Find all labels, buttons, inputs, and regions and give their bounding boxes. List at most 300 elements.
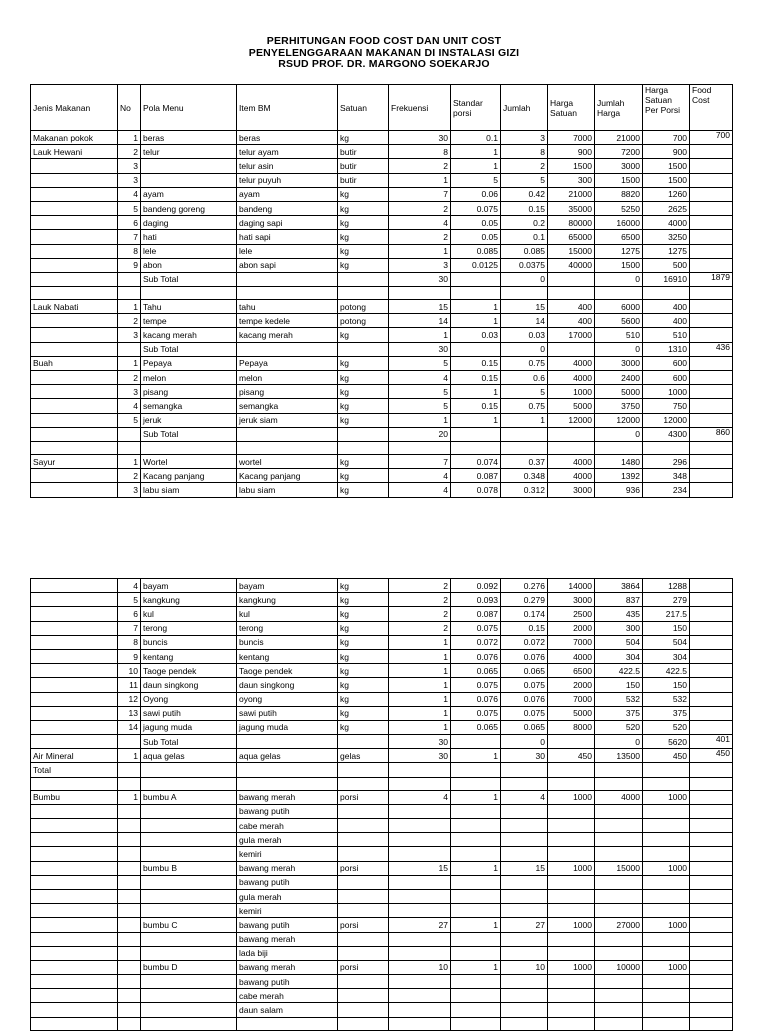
cell-harga-per-porsi xyxy=(643,804,690,818)
cell-food-cost xyxy=(690,763,733,777)
cell-no: 2 xyxy=(118,371,141,385)
cell-jenis-makanan xyxy=(31,875,118,889)
cell-harga-satuan: 17000 xyxy=(548,328,595,342)
cell-pola-menu: daging xyxy=(141,216,237,230)
cell-jumlah-harga: 520 xyxy=(595,720,643,734)
table-row xyxy=(31,187,733,201)
cell-frekuensi xyxy=(389,847,451,861)
cell-jenis-makanan xyxy=(31,692,118,706)
cell-jumlah: 0.276 xyxy=(501,579,548,593)
cell-no: 1 xyxy=(118,356,141,370)
cell-item-bm: jagung muda xyxy=(237,720,338,734)
cell-harga-per-porsi: 217.5 xyxy=(643,607,690,621)
table-row xyxy=(31,664,733,678)
cell-frekuensi: 2 xyxy=(389,159,451,173)
cell-jumlah: 4 xyxy=(501,790,548,804)
table-row xyxy=(31,635,733,649)
cell-food-cost: 401 xyxy=(690,735,733,749)
cell-food-cost xyxy=(690,989,733,1003)
cell-frekuensi xyxy=(389,989,451,1003)
cell-pola-menu: beras xyxy=(141,131,237,145)
cell-harga-satuan: 1000 xyxy=(548,861,595,875)
table-row xyxy=(31,960,733,974)
cell-pola-menu: terong xyxy=(141,621,237,635)
table-row xyxy=(31,763,733,777)
cell-pola-menu: Taoge pendek xyxy=(141,664,237,678)
cell-item-bm: jeruk siam xyxy=(237,413,338,427)
cell-jenis-makanan xyxy=(31,216,118,230)
cell-satuan: kg xyxy=(338,579,389,593)
cell-frekuensi: 1 xyxy=(389,244,451,258)
table-row xyxy=(31,441,733,454)
cell-pola-menu: ayam xyxy=(141,187,237,201)
cell-pola-menu: daun singkong xyxy=(141,678,237,692)
cell-jenis-makanan xyxy=(31,385,118,399)
table-row xyxy=(31,1003,733,1017)
cell-no: 10 xyxy=(118,664,141,678)
cell-food-cost xyxy=(690,145,733,159)
cell-standar-porsi xyxy=(451,272,501,286)
cell-jumlah-harga: 0 xyxy=(595,272,643,286)
cell-satuan: porsi xyxy=(338,918,389,932)
cell-satuan: kg xyxy=(338,356,389,370)
table-row xyxy=(31,201,733,215)
table-row xyxy=(31,287,733,300)
cell-no: 3 xyxy=(118,159,141,173)
cell-item-bm: lele xyxy=(237,244,338,258)
cell-food-cost xyxy=(690,399,733,413)
cell-frekuensi: 30 xyxy=(389,342,451,356)
cell-item-bm: telur ayam xyxy=(237,145,338,159)
cell-jumlah-harga: 3864 xyxy=(595,579,643,593)
cell-food-cost xyxy=(690,159,733,173)
cell-harga-satuan: 4000 xyxy=(548,371,595,385)
cell-standar-porsi xyxy=(451,889,501,903)
cell-satuan xyxy=(338,763,389,777)
cell-jenis-makanan xyxy=(31,314,118,328)
cell-frekuensi: 1 xyxy=(389,649,451,663)
cell-item-bm: daging sapi xyxy=(237,216,338,230)
cell-food-cost xyxy=(690,904,733,918)
cell-jumlah-harga: 837 xyxy=(595,593,643,607)
cell-no xyxy=(118,889,141,903)
cell-pola-menu xyxy=(141,159,237,173)
cell-frekuensi xyxy=(389,946,451,960)
cell-jumlah-harga: 1275 xyxy=(595,244,643,258)
cell-jenis-makanan xyxy=(31,635,118,649)
cell-frekuensi: 2 xyxy=(389,607,451,621)
cell-item-bm: daun singkong xyxy=(237,678,338,692)
cell-jumlah-harga xyxy=(595,904,643,918)
cell-jenis-makanan xyxy=(31,1003,118,1017)
cell-jenis-makanan xyxy=(31,989,118,1003)
cell-jumlah-harga: 27000 xyxy=(595,918,643,932)
cell-item-bm xyxy=(237,441,338,454)
cell-pola-menu: Sub Total xyxy=(141,342,237,356)
cell-satuan: kg xyxy=(338,593,389,607)
cell-standar-porsi: 1 xyxy=(451,861,501,875)
cell-satuan: kg xyxy=(338,187,389,201)
cell-satuan xyxy=(338,441,389,454)
cell-harga-per-porsi: 500 xyxy=(643,258,690,272)
cell-item-bm: kentang xyxy=(237,649,338,663)
cell-jumlah: 15 xyxy=(501,861,548,875)
cell-pola-menu xyxy=(141,1003,237,1017)
cell-harga-satuan: 1000 xyxy=(548,790,595,804)
cell-jumlah-harga xyxy=(595,975,643,989)
cell-harga-per-porsi xyxy=(643,833,690,847)
cell-no: 5 xyxy=(118,593,141,607)
cell-jumlah: 0.15 xyxy=(501,201,548,215)
cell-pola-menu: Sub Total xyxy=(141,272,237,286)
cell-satuan: kg xyxy=(338,216,389,230)
table-row xyxy=(31,889,733,903)
cell-no: 1 xyxy=(118,790,141,804)
cell-harga-per-porsi: 4000 xyxy=(643,216,690,230)
cell-no xyxy=(118,735,141,749)
cell-food-cost xyxy=(690,861,733,875)
cell-food-cost xyxy=(690,287,733,300)
cell-harga-per-porsi: 296 xyxy=(643,454,690,468)
cell-pola-menu: bandeng goreng xyxy=(141,201,237,215)
cell-frekuensi: 5 xyxy=(389,399,451,413)
cell-standar-porsi xyxy=(451,287,501,300)
cell-jumlah: 0.279 xyxy=(501,593,548,607)
cell-no xyxy=(118,272,141,286)
cell-item-bm xyxy=(237,777,338,790)
cell-food-cost xyxy=(690,847,733,861)
cell-standar-porsi: 0.06 xyxy=(451,187,501,201)
cell-jumlah: 8 xyxy=(501,145,548,159)
cell-no xyxy=(118,875,141,889)
cell-satuan: kg xyxy=(338,399,389,413)
cell-frekuensi: 2 xyxy=(389,579,451,593)
cell-jumlah xyxy=(501,904,548,918)
cell-jenis-makanan xyxy=(31,173,118,187)
cell-food-cost: 860 xyxy=(690,427,733,441)
food-cost-table-page-1 xyxy=(30,84,733,498)
cell-harga-per-porsi: 422.5 xyxy=(643,664,690,678)
cell-standar-porsi: 0.0125 xyxy=(451,258,501,272)
cell-food-cost xyxy=(690,469,733,483)
cell-jumlah-harga xyxy=(595,763,643,777)
cell-no: 14 xyxy=(118,720,141,734)
cell-food-cost xyxy=(690,356,733,370)
cell-frekuensi xyxy=(389,763,451,777)
cell-frekuensi: 30 xyxy=(389,735,451,749)
cell-frekuensi: 7 xyxy=(389,454,451,468)
cell-frekuensi xyxy=(389,1003,451,1017)
cell-no xyxy=(118,960,141,974)
cell-frekuensi: 7 xyxy=(389,187,451,201)
cell-standar-porsi: 0.074 xyxy=(451,454,501,468)
cell-no: 5 xyxy=(118,201,141,215)
cell-jumlah-harga xyxy=(595,889,643,903)
cell-harga-per-porsi: 150 xyxy=(643,621,690,635)
cell-harga-per-porsi xyxy=(643,904,690,918)
cell-jumlah: 27 xyxy=(501,918,548,932)
cell-frekuensi: 4 xyxy=(389,790,451,804)
cell-pola-menu: kacang merah xyxy=(141,328,237,342)
table-row xyxy=(31,720,733,734)
cell-food-cost xyxy=(690,1003,733,1017)
cell-no: 4 xyxy=(118,579,141,593)
cell-jenis-makanan xyxy=(31,607,118,621)
cell-harga-per-porsi: 504 xyxy=(643,635,690,649)
cell-item-bm: beras xyxy=(237,131,338,145)
cell-harga-satuan xyxy=(548,287,595,300)
table-row xyxy=(31,593,733,607)
table-row xyxy=(31,692,733,706)
cell-no xyxy=(118,833,141,847)
cell-food-cost xyxy=(690,875,733,889)
cell-item-bm: semangka xyxy=(237,399,338,413)
cell-food-cost xyxy=(690,454,733,468)
cell-satuan xyxy=(338,272,389,286)
document-title xyxy=(0,36,768,71)
cell-standar-porsi: 1 xyxy=(451,385,501,399)
cell-item-bm: bawang merah xyxy=(237,861,338,875)
cell-harga-per-porsi: 1000 xyxy=(643,790,690,804)
cell-jumlah-harga: 16000 xyxy=(595,216,643,230)
cell-harga-satuan: 1000 xyxy=(548,960,595,974)
food-cost-table-page-2 xyxy=(30,578,733,1031)
cell-food-cost: 436 xyxy=(690,342,733,356)
cell-jumlah-harga: 422.5 xyxy=(595,664,643,678)
cell-jenis-makanan xyxy=(31,975,118,989)
cell-jumlah xyxy=(501,833,548,847)
cell-jenis-makanan xyxy=(31,946,118,960)
cell-pola-menu: Sub Total xyxy=(141,427,237,441)
cell-pola-menu: kangkung xyxy=(141,593,237,607)
table-row xyxy=(31,145,733,159)
cell-food-cost xyxy=(690,385,733,399)
cell-satuan xyxy=(338,342,389,356)
cell-harga-per-porsi: 348 xyxy=(643,469,690,483)
cell-frekuensi: 2 xyxy=(389,621,451,635)
cell-food-cost xyxy=(690,607,733,621)
cell-harga-satuan xyxy=(548,1003,595,1017)
cell-standar-porsi: 0.093 xyxy=(451,593,501,607)
cell-no xyxy=(118,904,141,918)
cell-harga-satuan xyxy=(548,904,595,918)
cell-satuan xyxy=(338,904,389,918)
cell-satuan: kg xyxy=(338,201,389,215)
cell-harga-satuan xyxy=(548,272,595,286)
cell-frekuensi: 1 xyxy=(389,664,451,678)
cell-jumlah: 0.348 xyxy=(501,469,548,483)
cell-no xyxy=(118,975,141,989)
cell-frekuensi xyxy=(389,889,451,903)
cell-jumlah-harga: 8820 xyxy=(595,187,643,201)
cell-standar-porsi xyxy=(451,342,501,356)
cell-satuan: kg xyxy=(338,621,389,635)
cell-food-cost xyxy=(690,804,733,818)
cell-standar-porsi: 1 xyxy=(451,960,501,974)
table-row xyxy=(31,749,733,763)
cell-jumlah-harga xyxy=(595,847,643,861)
table-row xyxy=(31,272,733,286)
cell-harga-per-porsi: 750 xyxy=(643,399,690,413)
cell-jenis-makanan: Sayur xyxy=(31,454,118,468)
cell-jumlah-harga xyxy=(595,946,643,960)
cell-satuan: porsi xyxy=(338,790,389,804)
cell-jumlah: 0 xyxy=(501,342,548,356)
cell-pola-menu: bumbu B xyxy=(141,861,237,875)
cell-harga-per-porsi: 279 xyxy=(643,593,690,607)
cell-jumlah: 0 xyxy=(501,272,548,286)
cell-food-cost xyxy=(690,579,733,593)
header-jumlah-harga: Jumlah Harga xyxy=(595,85,643,131)
cell-harga-per-porsi: 510 xyxy=(643,328,690,342)
cell-satuan: kg xyxy=(338,371,389,385)
cell-standar-porsi: 5 xyxy=(451,173,501,187)
cell-frekuensi: 5 xyxy=(389,356,451,370)
cell-food-cost xyxy=(690,258,733,272)
cell-no xyxy=(118,441,141,454)
cell-jenis-makanan xyxy=(31,187,118,201)
cell-pola-menu: lele xyxy=(141,244,237,258)
cell-item-bm: labu siam xyxy=(237,483,338,497)
cell-satuan: kg xyxy=(338,635,389,649)
table-row xyxy=(31,649,733,663)
cell-food-cost xyxy=(690,441,733,454)
cell-harga-per-porsi: 700 xyxy=(643,131,690,145)
cell-item-bm: kul xyxy=(237,607,338,621)
table-row xyxy=(31,706,733,720)
cell-jenis-makanan xyxy=(31,342,118,356)
cell-harga-per-porsi: 450 xyxy=(643,749,690,763)
cell-pola-menu: kentang xyxy=(141,649,237,663)
cell-jumlah-harga: 2400 xyxy=(595,371,643,385)
cell-harga-satuan: 35000 xyxy=(548,201,595,215)
cell-harga-per-porsi xyxy=(643,777,690,790)
cell-jumlah: 0.42 xyxy=(501,187,548,201)
cell-food-cost xyxy=(690,664,733,678)
cell-jumlah: 5 xyxy=(501,173,548,187)
cell-food-cost xyxy=(690,833,733,847)
cell-no xyxy=(118,763,141,777)
cell-item-bm: daun salam xyxy=(237,1003,338,1017)
cell-standar-porsi: 0.05 xyxy=(451,216,501,230)
cell-jumlah-harga: 3750 xyxy=(595,399,643,413)
cell-jumlah: 0.0375 xyxy=(501,258,548,272)
cell-satuan: kg xyxy=(338,385,389,399)
cell-standar-porsi: 0.1 xyxy=(451,131,501,145)
title-line-2: PENYELENGGARAAN MAKANAN DI INSTALASI GIZI xyxy=(248,46,520,59)
table-row xyxy=(31,875,733,889)
cell-satuan: kg xyxy=(338,230,389,244)
cell-standar-porsi: 0.092 xyxy=(451,579,501,593)
cell-item-bm: bawang merah xyxy=(237,932,338,946)
cell-harga-satuan: 3000 xyxy=(548,593,595,607)
cell-no: 3 xyxy=(118,173,141,187)
cell-satuan xyxy=(338,946,389,960)
cell-food-cost xyxy=(690,649,733,663)
cell-item-bm: cabe merah xyxy=(237,989,338,1003)
cell-item-bm: tempe kedele xyxy=(237,314,338,328)
cell-food-cost xyxy=(690,918,733,932)
cell-no xyxy=(118,1003,141,1017)
cell-item-bm: ayam xyxy=(237,187,338,201)
cell-item-bm: bawang putih xyxy=(237,975,338,989)
cell-food-cost xyxy=(690,314,733,328)
cell-pola-menu: jagung muda xyxy=(141,720,237,734)
cell-standar-porsi: 1 xyxy=(451,159,501,173)
cell-harga-satuan xyxy=(548,763,595,777)
cell-item-bm: terong xyxy=(237,621,338,635)
cell-jumlah: 2 xyxy=(501,159,548,173)
cell-frekuensi: 4 xyxy=(389,469,451,483)
cell-harga-per-porsi xyxy=(643,1003,690,1017)
cell-pola-menu xyxy=(141,847,237,861)
cell-frekuensi xyxy=(389,777,451,790)
cell-satuan xyxy=(338,875,389,889)
table-row xyxy=(31,173,733,187)
cell-jenis-makanan: Buah xyxy=(31,356,118,370)
cell-frekuensi: 1 xyxy=(389,328,451,342)
cell-satuan: kg xyxy=(338,131,389,145)
table-row xyxy=(31,244,733,258)
cell-no: 13 xyxy=(118,706,141,720)
cell-jumlah: 0.1 xyxy=(501,230,548,244)
cell-jumlah-harga: 1392 xyxy=(595,469,643,483)
cell-harga-per-porsi: 1500 xyxy=(643,159,690,173)
cell-harga-satuan: 450 xyxy=(548,749,595,763)
cell-pola-menu: Sub Total xyxy=(141,735,237,749)
cell-jenis-makanan: Total xyxy=(31,763,118,777)
cell-no xyxy=(118,819,141,833)
cell-food-cost: 450 xyxy=(690,749,733,763)
cell-no xyxy=(118,847,141,861)
cell-harga-per-porsi: 600 xyxy=(643,371,690,385)
cell-no xyxy=(118,287,141,300)
cell-harga-satuan xyxy=(548,875,595,889)
cell-no: 2 xyxy=(118,145,141,159)
cell-harga-satuan: 7000 xyxy=(548,692,595,706)
cell-jenis-makanan xyxy=(31,904,118,918)
cell-jumlah-harga: 0 xyxy=(595,427,643,441)
cell-frekuensi: 3 xyxy=(389,258,451,272)
cell-satuan xyxy=(338,975,389,989)
cell-item-bm: gula merah xyxy=(237,889,338,903)
cell-no: 9 xyxy=(118,649,141,663)
cell-standar-porsi: 0.15 xyxy=(451,356,501,370)
cell-harga-satuan xyxy=(548,777,595,790)
header-harga-per-porsi: Harga Satuan Per Porsi xyxy=(643,85,690,131)
cell-harga-satuan xyxy=(548,989,595,1003)
cell-harga-per-porsi xyxy=(643,847,690,861)
cell-jenis-makanan xyxy=(31,441,118,454)
cell-pola-menu xyxy=(141,819,237,833)
cell-frekuensi xyxy=(389,833,451,847)
table-row xyxy=(31,975,733,989)
cell-frekuensi: 1 xyxy=(389,692,451,706)
cell-jumlah-harga: 0 xyxy=(595,342,643,356)
cell-pola-menu: Wortel xyxy=(141,454,237,468)
cell-harga-satuan: 300 xyxy=(548,173,595,187)
cell-jumlah xyxy=(501,989,548,1003)
cell-no: 2 xyxy=(118,314,141,328)
cell-harga-satuan xyxy=(548,441,595,454)
cell-frekuensi xyxy=(389,804,451,818)
cell-standar-porsi: 0.15 xyxy=(451,399,501,413)
cell-harga-satuan: 1500 xyxy=(548,159,595,173)
cell-item-bm xyxy=(237,427,338,441)
cell-harga-satuan: 400 xyxy=(548,314,595,328)
cell-pola-menu xyxy=(141,763,237,777)
cell-jumlah: 0.065 xyxy=(501,720,548,734)
